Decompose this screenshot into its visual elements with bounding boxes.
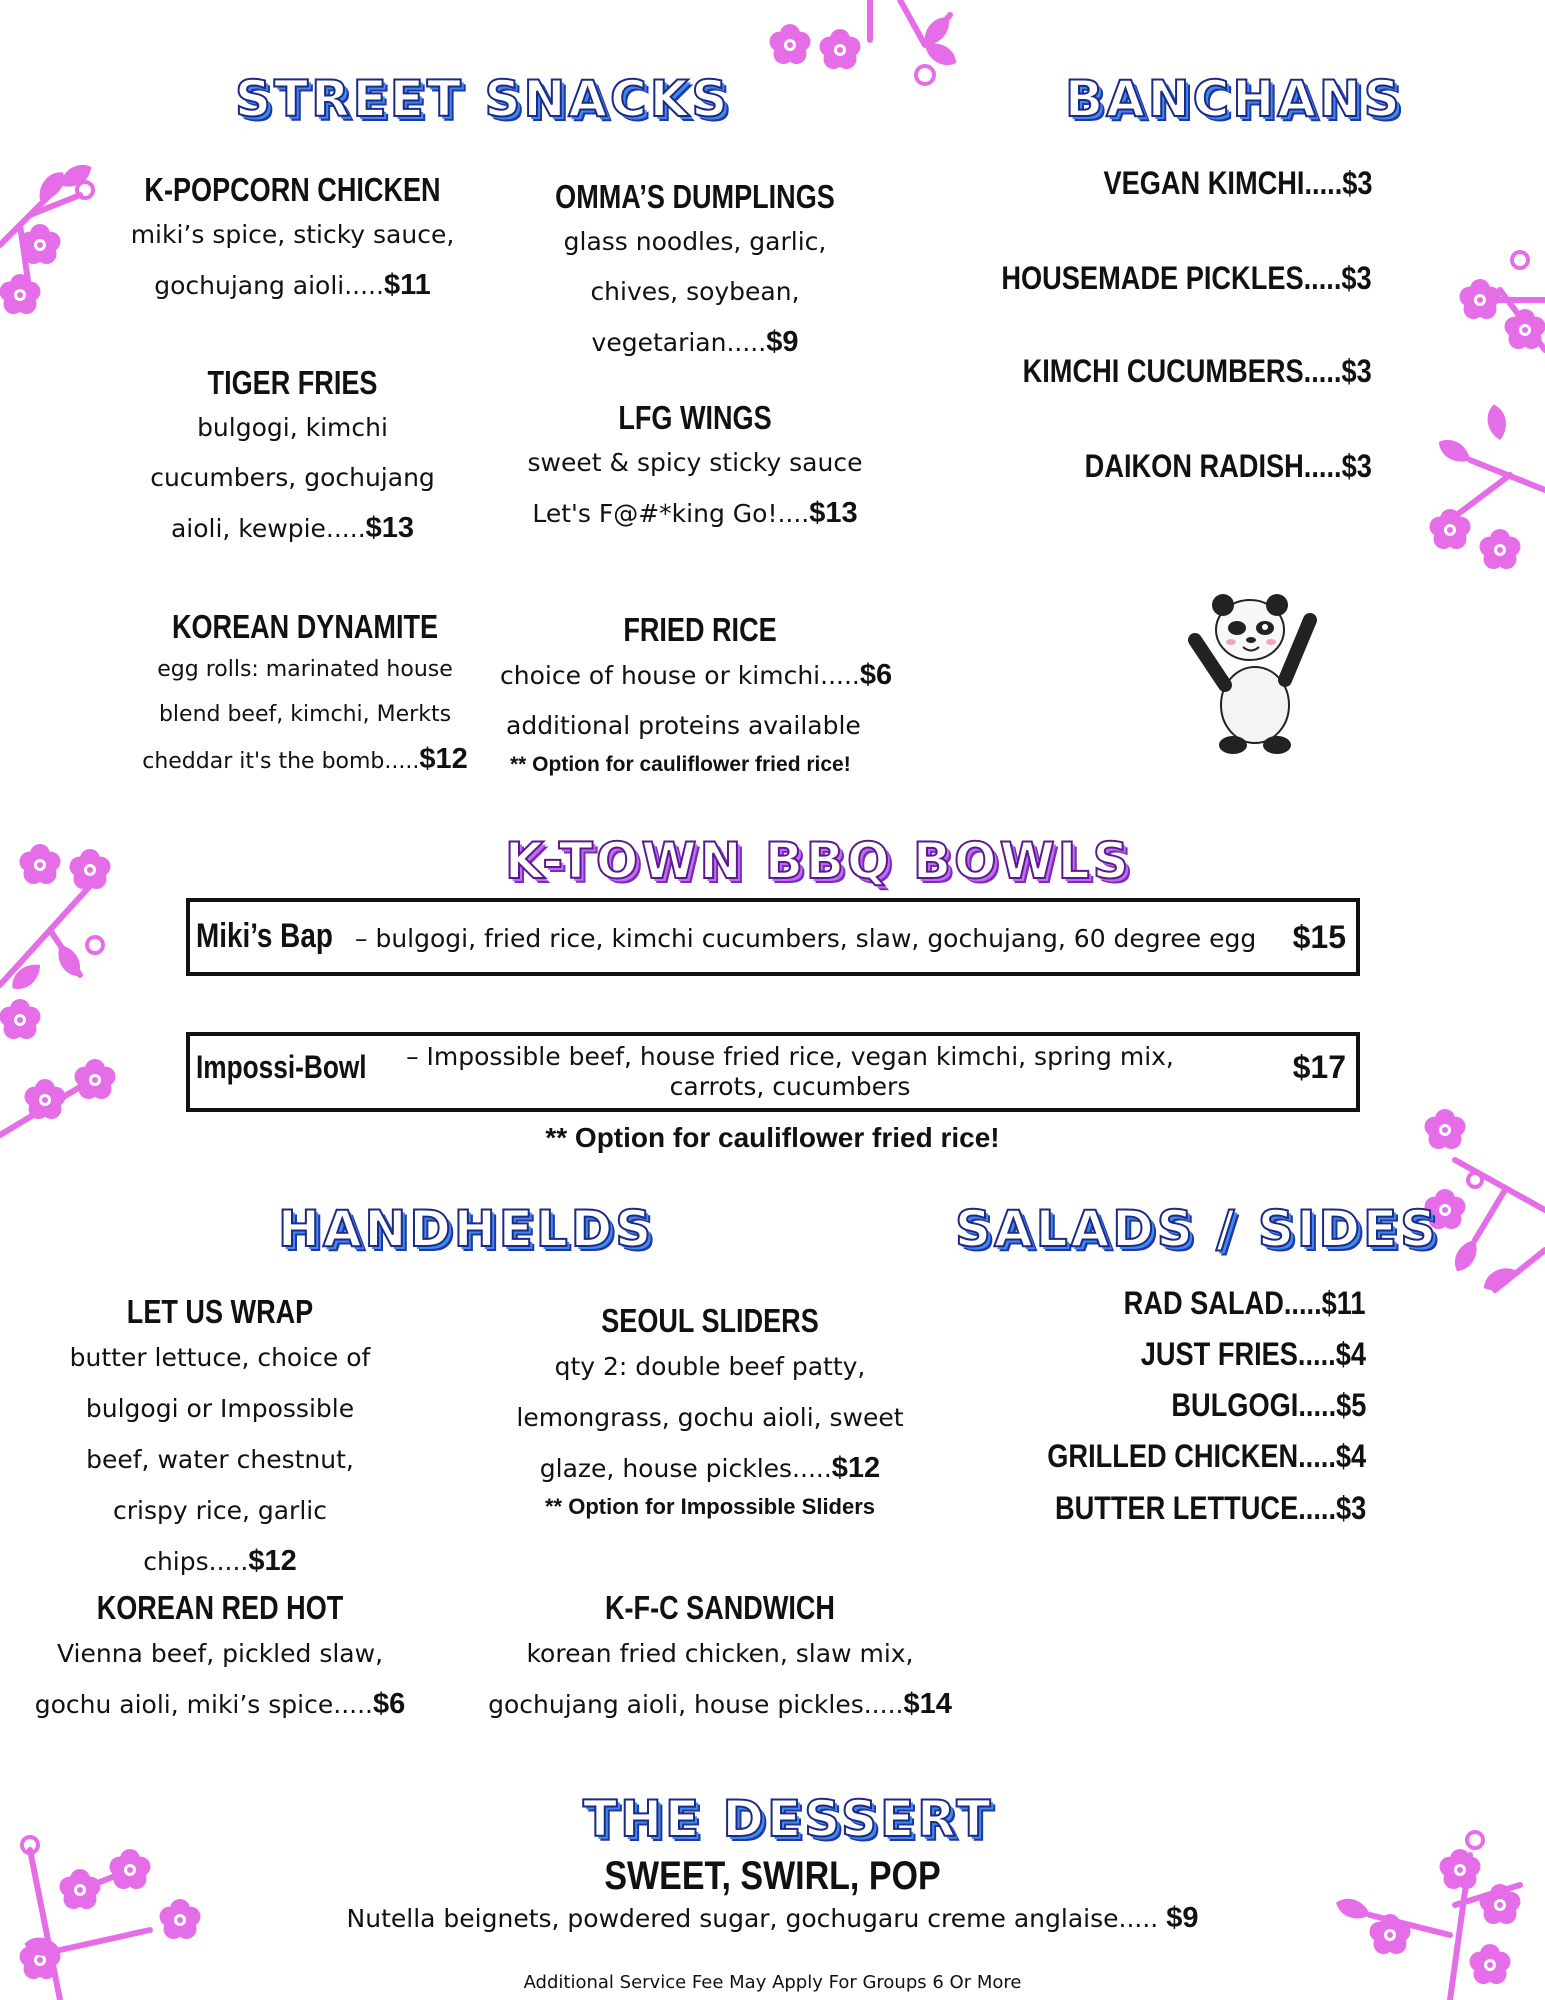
item-name: FRIED RICE (623, 611, 777, 648)
item-price: $17 (1292, 1049, 1346, 1085)
item-desc: – bulgogi, fried rice, kimchi cucumbers, slaw, gochujang, 60 degree egg (355, 924, 1257, 953)
menu-item-popcorn-chicken (100, 170, 485, 311)
item-name: LFG WINGS (618, 399, 772, 436)
salad-item: BUTTER LETTUCE.....$3 (1054, 1490, 1366, 1526)
section-title-salads-sides: SALADS / SIDES (955, 1200, 1440, 1258)
item-desc: gochu aioli, miki’s spice..... (34, 1690, 373, 1719)
menu-item-mikis-bap (186, 898, 1360, 976)
item-desc: miki’s spice, sticky sauce, (130, 220, 455, 249)
item-desc: egg rolls: marinated house (157, 657, 453, 682)
menu-item-ommas-dumplings (505, 177, 885, 368)
item-desc: bulgogi, kimchi (197, 413, 388, 442)
item-desc: glaze, house pickles..... (539, 1454, 832, 1483)
salad-item: JUST FRIES.....$4 (1140, 1336, 1366, 1372)
salad-item: GRILLED CHICKEN.....$4 (1047, 1438, 1366, 1474)
menu-item-fried-rice (500, 610, 900, 777)
item-desc: crispy rice, garlic chips..... (113, 1496, 327, 1576)
item-desc: gochujang aioli..... (154, 271, 384, 300)
footer-note: Additional Service Fee May Apply For Groups 6 Or More (523, 1972, 1022, 1993)
item-name: LET US WRAP (126, 1293, 314, 1330)
dabbing-panda-icon (1185, 580, 1325, 755)
item-desc: Let's F@#*king Go!.... (532, 499, 810, 528)
menu-item-impossi-bowl (186, 1032, 1360, 1112)
banchan-item: HOUSEMADE PICKLES.....$3 (1001, 260, 1372, 296)
item-price: $13 (809, 497, 858, 529)
item-desc: additional proteins available (506, 711, 861, 740)
banchan-item: VEGAN KIMCHI.....$3 (1102, 165, 1372, 201)
cherry-blossom-icon (1410, 240, 1545, 570)
item-desc: beef, water chestnut, (86, 1445, 354, 1474)
menu-item-let-us-wrap (40, 1292, 400, 1587)
salad-item: RAD SALAD.....$11 (1124, 1285, 1366, 1321)
item-desc: lemongrass, gochu aioli, sweet (516, 1403, 904, 1432)
item-desc: – Impossible beef, house fried rice, vegan kimchi, spring mix, carrots, cucumbers (406, 1042, 1174, 1101)
item-desc: chives, soybean, (590, 277, 800, 306)
item-desc: sweet & spicy sticky sauce (527, 448, 863, 477)
banchan-item: KIMCHI CUCUMBERS.....$3 (1022, 353, 1372, 389)
item-desc: butter lettuce, choice of (69, 1343, 371, 1372)
item-name: SEOUL SLIDERS (601, 1302, 819, 1339)
section-title-dessert: THE DESSERT (583, 1790, 994, 1848)
section-title-handhelds: HANDHELDS (278, 1200, 655, 1258)
banchan-item: DAIKON RADISH.....$3 (1084, 448, 1372, 484)
item-name: SWEET, SWIRL, POP (604, 1854, 941, 1898)
salad-item: BULGOGI.....$5 (1171, 1387, 1366, 1423)
item-name: OMMA’S DUMPLINGS (555, 178, 835, 215)
item-desc: vegetarian..... (591, 328, 767, 357)
banchans-list (960, 165, 1372, 495)
cherry-blossom-icon (0, 145, 110, 335)
item-desc: blend beef, kimchi, Merkts (158, 702, 452, 727)
item-price: $12 (419, 743, 468, 775)
item-name: K-F-C SANDWICH (605, 1589, 835, 1626)
item-desc: gochujang aioli, house pickles..... (488, 1690, 904, 1719)
section-title-banchans: BANCHANS (1065, 70, 1403, 128)
item-desc: cucumbers, gochujang (150, 463, 435, 492)
item-price: $6 (372, 1688, 406, 1720)
item-desc: korean fried chicken, slaw mix, (526, 1639, 914, 1668)
item-name: K-POPCORN CHICKEN (144, 171, 441, 208)
item-price: $9 (1166, 1902, 1199, 1934)
item-note: ** Option for Impossible Sliders (544, 1494, 876, 1519)
item-name: KOREAN DYNAMITE (171, 608, 439, 645)
item-desc: choice of house or kimchi..... (500, 661, 860, 690)
item-price: $13 (365, 512, 415, 544)
cherry-blossom-icon (760, 0, 970, 90)
item-price: $9 (766, 326, 799, 358)
item-desc: bulgogi or Impossible (85, 1394, 355, 1423)
item-name: Miki’s Bap (196, 917, 333, 955)
item-desc: glass noodles, garlic, (563, 227, 827, 256)
section-title-bbq-bowls: K-TOWN BBQ BOWLS (505, 832, 1132, 890)
menu-item-seoul-sliders (500, 1301, 920, 1520)
menu-item-korean-red-hot (30, 1588, 410, 1730)
item-desc: aioli, kewpie..... (170, 514, 366, 543)
item-name: Impossi-Bowl (196, 1049, 367, 1085)
item-desc: Vienna beef, pickled slaw, (56, 1639, 384, 1668)
item-price: $14 (903, 1688, 952, 1720)
item-note: ** Option for cauliflower fried rice! (510, 753, 851, 776)
dessert-item (0, 1852, 1545, 1937)
menu-item-lfg-wings (505, 398, 885, 539)
item-name: KOREAN RED HOT (96, 1589, 344, 1626)
item-desc: qty 2: double beef patty, (554, 1352, 866, 1381)
item-desc: cheddar it's the bomb..... (142, 749, 420, 774)
item-desc: Nutella beignets, powdered sugar, gochugaru creme anglaise..... (346, 1904, 1159, 1933)
item-price: $6 (859, 659, 893, 691)
bbq-note: ** Option for cauliflower fried rice! (545, 1122, 1000, 1153)
menu-item-korean-dynamite (120, 607, 490, 784)
item-price: $15 (1292, 919, 1346, 955)
item-price: $12 (248, 1545, 297, 1577)
section-title-street-snacks: STREET SNACKS (235, 70, 731, 128)
item-name: TIGER FRIES (207, 364, 378, 401)
item-price: $12 (831, 1452, 881, 1484)
menu-item-tiger-fries (100, 363, 485, 554)
menu-item-kfc-sandwich (480, 1588, 960, 1730)
item-price: $11 (383, 269, 431, 301)
salads-list (960, 1285, 1366, 1545)
